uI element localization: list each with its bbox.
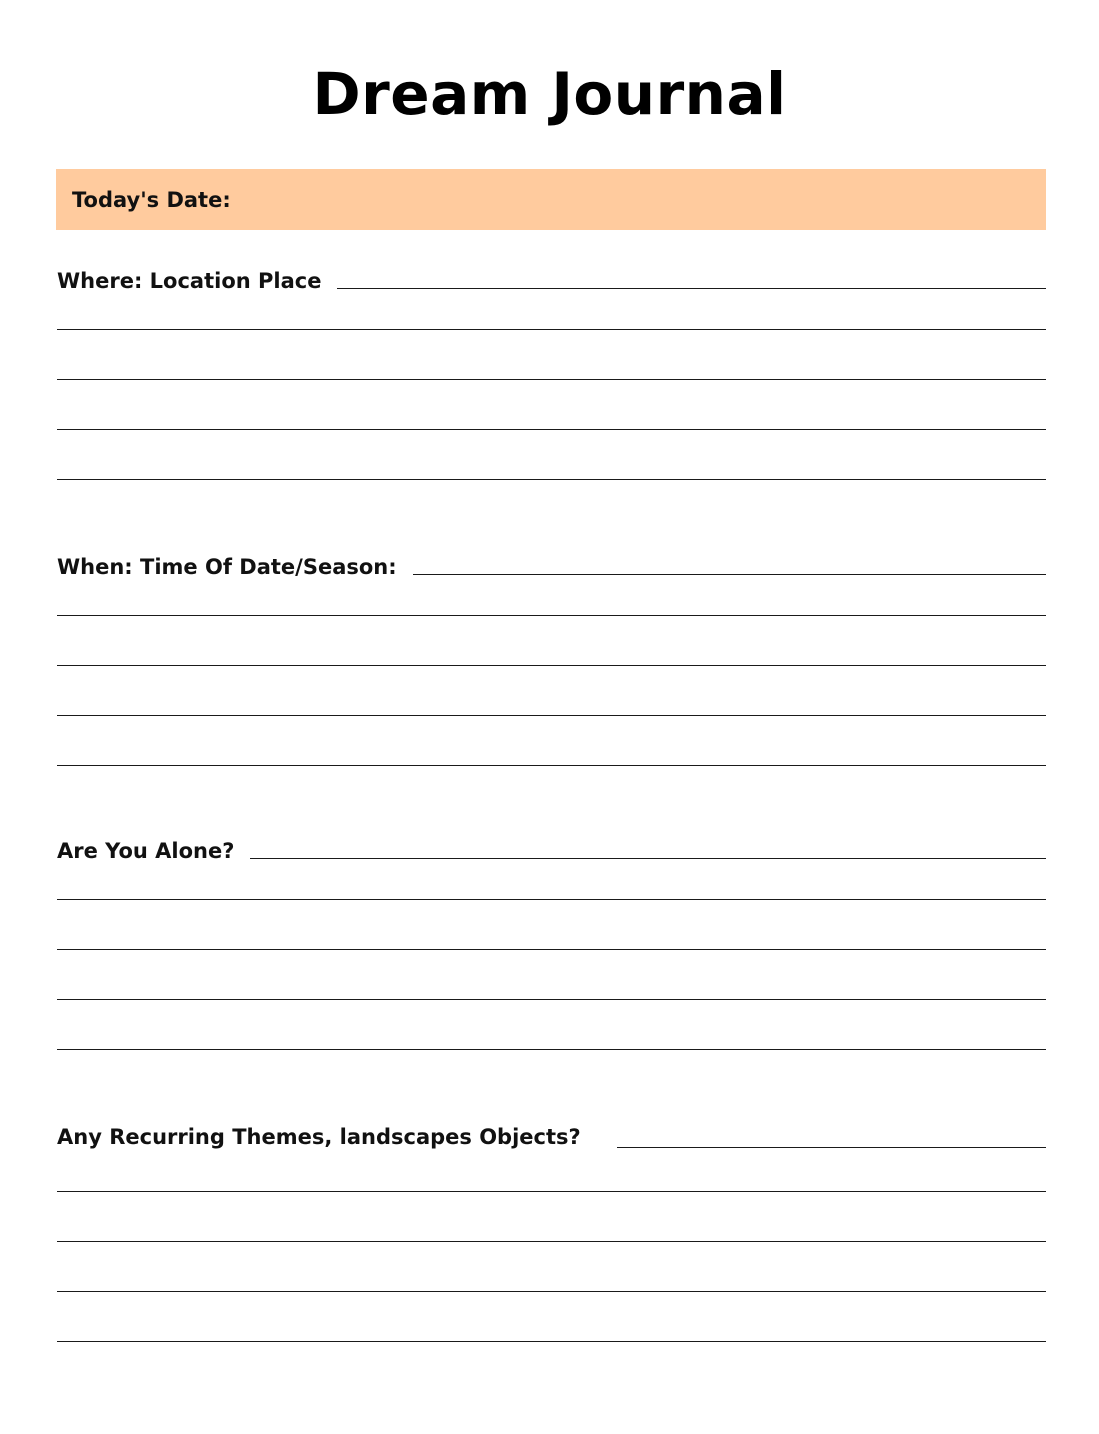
themes-label: Any Recurring Themes, landscapes Objects? xyxy=(57,1125,581,1149)
writing-line[interactable] xyxy=(57,479,1046,480)
where-label: Where: Location Place xyxy=(57,269,322,293)
date-bar[interactable] xyxy=(56,169,1046,230)
when-section xyxy=(57,555,1046,766)
writing-line[interactable] xyxy=(57,1191,1046,1192)
answer-line[interactable] xyxy=(337,288,1046,289)
alone-section xyxy=(57,839,1046,1050)
writing-line[interactable] xyxy=(57,379,1046,380)
writing-line[interactable] xyxy=(57,1291,1046,1292)
writing-line[interactable] xyxy=(57,1241,1046,1242)
writing-line[interactable] xyxy=(57,1341,1046,1342)
question-row xyxy=(57,269,1046,320)
date-label: Today's Date: xyxy=(72,188,231,212)
question-row xyxy=(57,555,1046,606)
writing-line[interactable] xyxy=(57,715,1046,716)
answer-line[interactable] xyxy=(413,574,1046,575)
writing-line[interactable] xyxy=(57,1049,1046,1050)
writing-line[interactable] xyxy=(57,949,1046,950)
writing-line[interactable] xyxy=(57,765,1046,766)
writing-line[interactable] xyxy=(57,999,1046,1000)
alone-label: Are You Alone? xyxy=(57,839,235,863)
answer-line[interactable] xyxy=(250,858,1046,859)
writing-line[interactable] xyxy=(57,615,1046,616)
question-row xyxy=(57,1125,1046,1176)
when-label: When: Time Of Date/Season: xyxy=(57,555,397,579)
answer-line[interactable] xyxy=(617,1147,1046,1148)
page-title: Dream Journal xyxy=(312,60,787,128)
writing-line[interactable] xyxy=(57,429,1046,430)
where-section xyxy=(57,269,1046,480)
writing-line[interactable] xyxy=(57,665,1046,666)
question-row xyxy=(57,839,1046,890)
writing-line[interactable] xyxy=(57,329,1046,330)
themes-section xyxy=(57,1125,1046,1342)
writing-line[interactable] xyxy=(57,899,1046,900)
